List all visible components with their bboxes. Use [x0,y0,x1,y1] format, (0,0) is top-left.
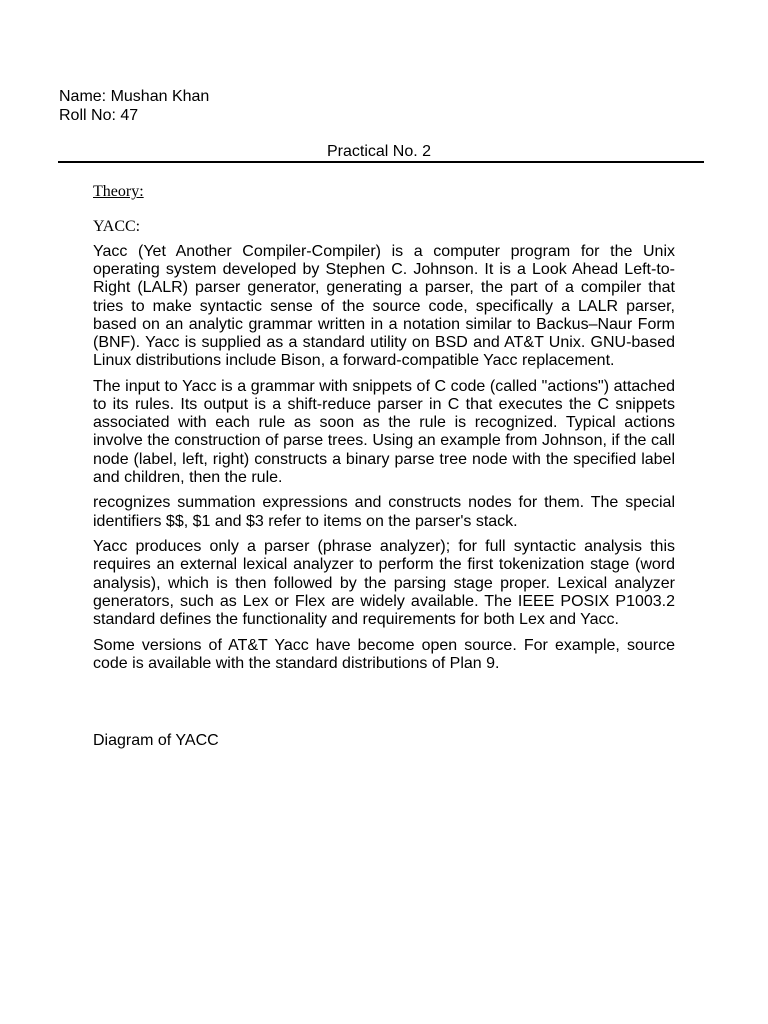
paragraph-summation: recognizes summation expressions and constructs nodes for them. The special identifiers $$, $1 and $3 refer to items on the parser's stack. [93,494,675,530]
title-divider [58,161,704,163]
roll-number: Roll No: 47 [59,107,139,124]
paragraph-open-source: Some versions of AT&T Yacc have become open source. For example, source code is available with the standard distributions of Plan 9. [93,636,675,672]
theory-label: Theory: [93,183,144,200]
paragraph-input: The input to Yacc is a grammar with snippets of C code (called "actions") attached to its rules. Its output is a shift-reduce parser in C that executes the C snippets associated with each rule as soon as the rule is recognized. Typical actions involve the construction of parse trees. Using an example from Johnson, if the call node (label, left, right) constructs a binary parse tree node with the specified label and children, then the rule. [93,377,675,486]
section-heading: YACC: [93,218,141,235]
paragraph-intro: Yacc (Yet Another Compiler-Compiler) is a computer program for the Unix operating system developed by Stephen C. Johnson. It is a Look Ahead Left-to-Right (LALR) parser generator, generating a parser, the part of a compiler that tries to make syntactic sense of the source code, specifically a LALR parser, based on an analytic grammar written in a notation similar to Backus–Naur Form (BNF). Yacc is supplied as a standard utility on BSD and AT&T Unix. GNU-based Linux distributions include Bison, a forward-compatible Yacc replacement. [93,243,675,370]
body-text [93,243,675,680]
student-name: Name: Mushan Khan [59,88,210,105]
practical-title-row [58,142,704,161]
paragraph-lexer: Yacc produces only a parser (phrase analyzer); for full syntactic analysis this requires an external lexical analyzer to perform the first tokenization stage (word analysis), which is then followed by the parsing stage proper. Lexical analyzer generators, such as Lex or Flex are widely available. The IEEE POSIX P1003.2 standard defines the functionality and requirements for both Lex and Yacc. [93,538,675,629]
practical-title: Practical No. 2 [326,143,432,160]
diagram-label: Diagram of YACC [93,732,219,749]
student-header [59,87,209,125]
